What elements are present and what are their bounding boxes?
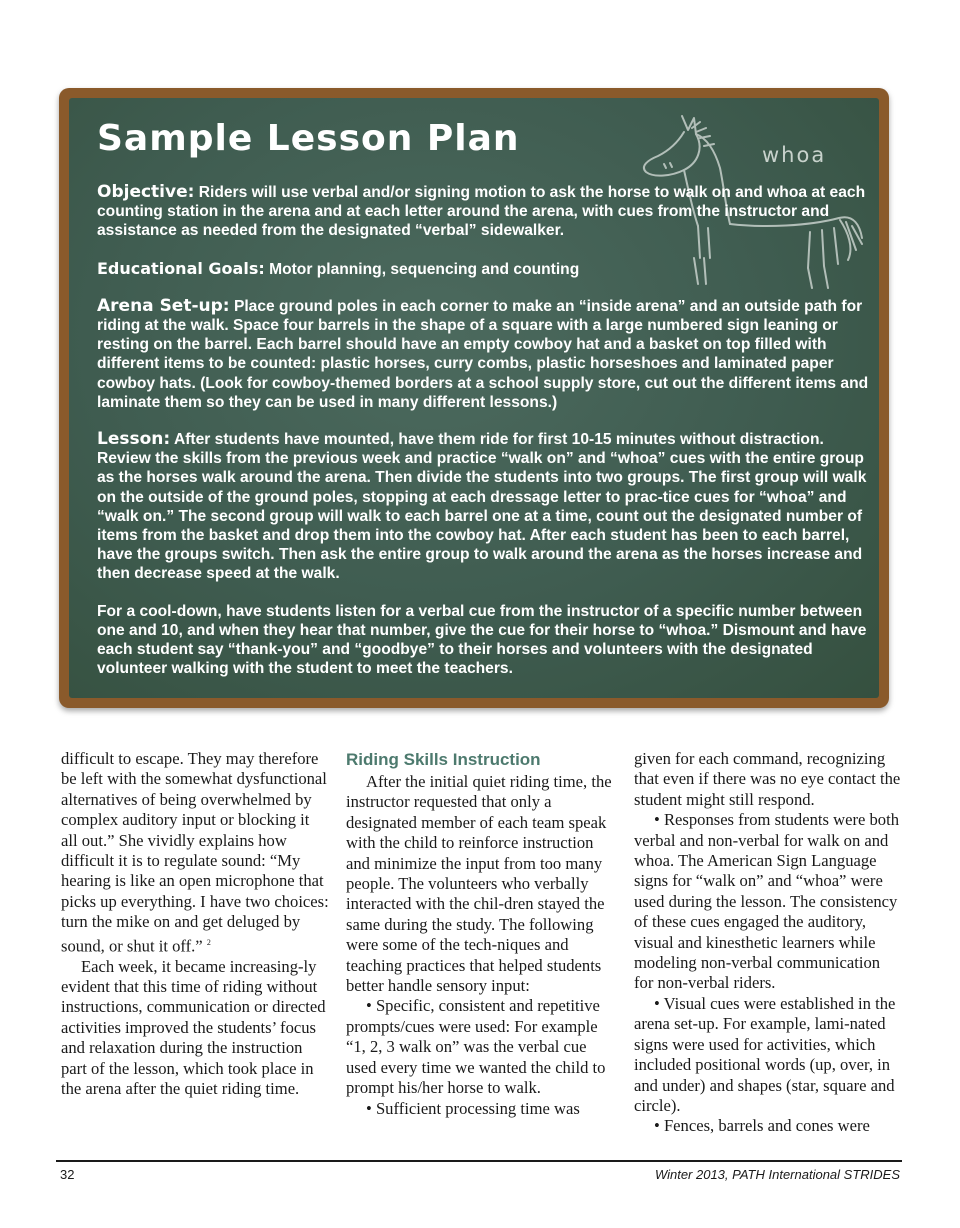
- goals-paragraph: [97, 259, 872, 279]
- col3-bullet-3: • Fences, barrels and cones were: [654, 1116, 870, 1136]
- col2-bullet-1: • Specific, consistent and repetitive prompts/cues were used: For example “1, 2, 3 walk on” was the verbal cue used every time we wanted the child to prompt his/her horse to walk.: [346, 996, 606, 1098]
- setup-text: Place ground poles in each corner to make an “inside arena” and an outside path for riding at the walk. Space four barrels in the shape of a square with a large numbered sign leaning or resting on the barrel. Each barrel should have an empty cowboy hat and a basket on top filled with different items to be counted: plastic horses, curry combs, plastic horseshoes and laminated paper cowboy hats. (Look for cowboy-themed borders at a school supply store, cut out the different items and laminate them so they can be used in many different lessons.): [97, 297, 869, 411]
- lesson-plan-body: [97, 183, 872, 696]
- col2-bullet-2: • Sufficient processing time was: [366, 1098, 580, 1118]
- footer-divider: [56, 1160, 902, 1162]
- lesson-text: After students have mounted, have them ride for first 10-15 minutes without distraction. Review the skills from the previous week and practice “walk on” and “whoa” cues with the entire group as the horses walk around the arena. Then divide the students into two groups. The first group will walk on the outside of the ground poles, stopping at each dressage letter to prac-tice cues for “whoa” and “walk on.” The second group will walk to each barrel one at a time, count out the designated number of items from the basket and drop them into the cowboy hat. After each student has been to each barrel, have the groups switch. Then ask the entire group to walk around the arena as the horses increase and then decrease speed at the walk.: [97, 431, 867, 583]
- cooldown-paragraph: For a cool-down, have students listen for a verbal cue from the instructor of a specific number between one and 10, and when they hear that number, give the cue for their horse to “whoa.” Dismount and have each student say “thank-you” and “goodbye” to their horses and volunteers with the designated volunteer walking with the student to meet the teachers.: [97, 602, 867, 678]
- goals-text: Motor planning, sequencing and counting: [269, 260, 580, 278]
- chalkboard: [69, 98, 879, 698]
- objective-label: Objective:: [97, 182, 195, 202]
- article-columns: [0, 749, 960, 1149]
- objective-text: Riders will use verbal and/or signing motion to ask the horse to walk on and whoa at each counting station in the arena and at each letter around the arena, with cues from the instructor and assistance as needed from the designated “verbal” sidewalker.: [97, 184, 866, 240]
- column-3: [634, 749, 902, 1137]
- footnote-ref: 2: [206, 937, 211, 947]
- col1-paragraph-1-text: difficult to escape. They may therefore be left with the somewhat dysfunctional alternatives of being overwhelmed by complex auditory input or blocking it all out.” She vividly explains how difficult it is to regulate sound: “My hearing is like an open microphone that picks up everything. I have two choices: turn the mike on and get deluged by sound, or shut it off.”: [61, 749, 329, 956]
- section-heading: Riding Skills Instruction: [346, 750, 541, 769]
- col2-paragraph-1: After the initial quiet riding time, the instructor requested that only a designated member of each team speak with the child to reinforce instruction and minimize the input from too many people. The volunteers who verbally interacted with the chil-dren stayed the same during the study. The following were some of the tech-niques and teaching practices that helped students better handle sensory input:: [346, 772, 612, 996]
- issue-label: Winter 2013, PATH International STRIDES: [654, 1167, 900, 1182]
- column-1: [61, 749, 329, 1099]
- chalk-whoa-label: whoa: [762, 143, 827, 167]
- page-number: 32: [60, 1167, 75, 1182]
- col3-bullet-2: • Visual cues were established in the arena set-up. For example, lami-nated signs were used for activities, which included positional words (up, over, in and under) and shapes (star, square and circle).: [634, 993, 896, 1115]
- column-2: [346, 749, 614, 1119]
- col1-paragraph-2: Each week, it became increasing-ly evident that this time of riding without instructions, communication or directed activities improved the students’ focus and relaxation during the instruction part of the lesson, which took place in the arena after the quiet riding time.: [61, 956, 326, 1099]
- col1-paragraph-1: [61, 749, 329, 957]
- objective-paragraph: [97, 183, 872, 241]
- lesson-plan-title: Sample Lesson Plan: [97, 118, 520, 159]
- lesson-label: Lesson:: [97, 429, 171, 450]
- goals-label: Educational Goals:: [97, 258, 265, 278]
- chalkboard-frame: [59, 88, 889, 708]
- setup-label: Arena Set-up:: [97, 295, 230, 316]
- col3-paragraph-1: given for each command, recognizing that even if there was no eye contact the student might still respond.: [634, 749, 901, 809]
- lesson-paragraph: [97, 430, 872, 584]
- col3-bullet-1: • Responses from students were both verbal and non-verbal for walk on and whoa. The American Sign Language signs for “walk on” and “whoa” were used during the lesson. The consistency of these cues engaged the auditory, visual and kinesthetic learners while modeling non-verbal communication for non-verbal riders.: [634, 810, 900, 993]
- setup-paragraph: [97, 297, 872, 412]
